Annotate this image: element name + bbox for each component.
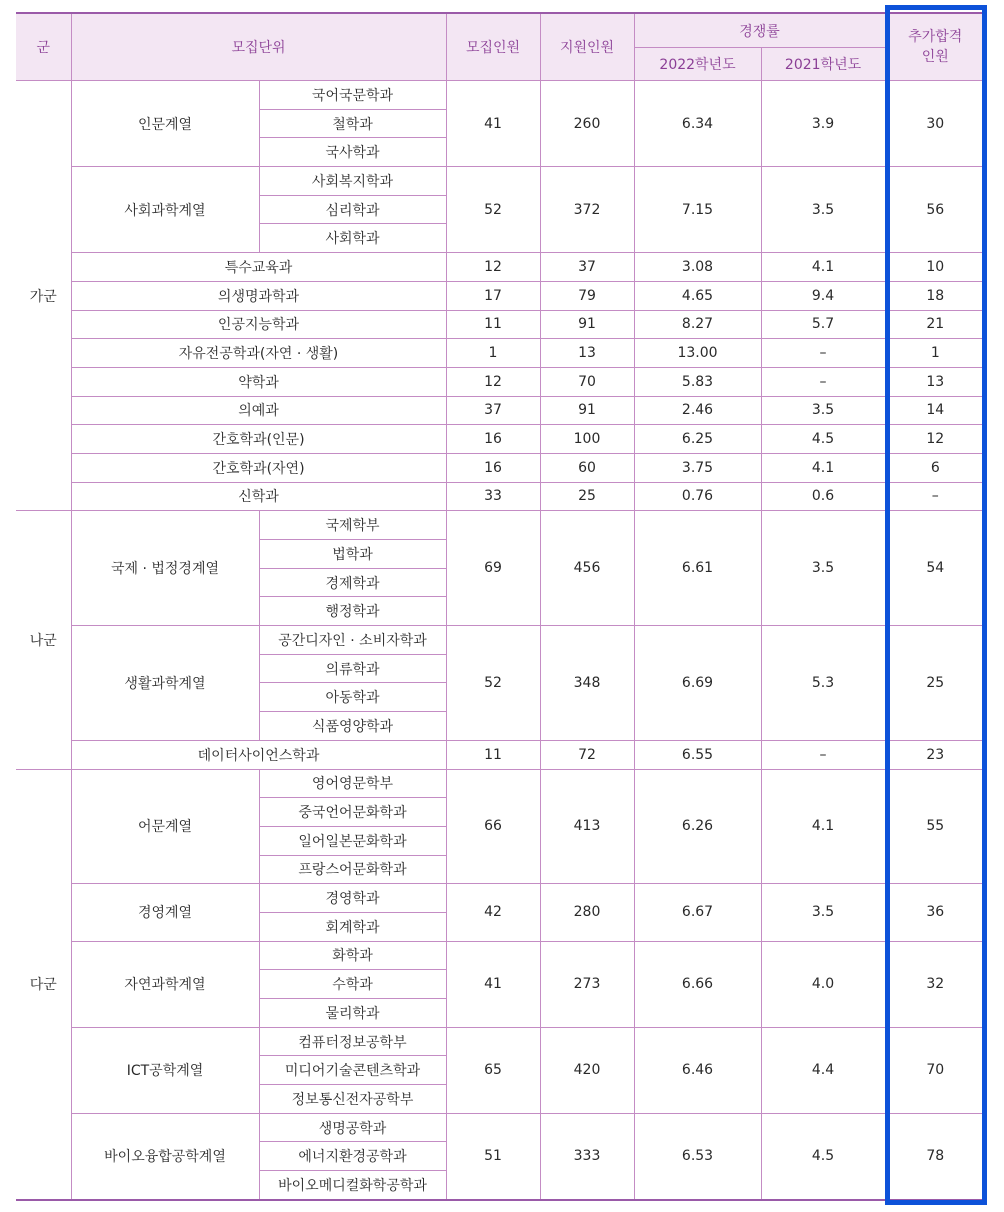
department-name: 사회복지학과: [259, 167, 446, 196]
additional-value: 14: [885, 396, 985, 425]
competition-2021-value: 3.5: [761, 884, 885, 941]
series-name: 인문계열: [71, 81, 259, 167]
header-applicants: 지원인원: [540, 13, 634, 81]
applicants-value: 91: [540, 396, 634, 425]
header-quota: 모집인원: [446, 13, 540, 81]
department-name: 국어국문학과: [259, 81, 446, 110]
department-name: 물리학과: [259, 999, 446, 1028]
quota-value: 1: [446, 339, 540, 368]
additional-value: 18: [885, 281, 985, 310]
table-row: [16, 81, 985, 110]
unit-name: 간호학과(인문): [71, 425, 446, 454]
header-additional: 추가합격 인원: [885, 13, 985, 81]
applicants-value: 260: [540, 81, 634, 167]
competition-2021-value: 4.1: [761, 253, 885, 282]
department-name: 의류학과: [259, 654, 446, 683]
series-name: 국제 · 법정경계열: [71, 511, 259, 626]
applicants-value: 348: [540, 626, 634, 741]
table-row: [16, 1113, 985, 1142]
additional-value: 70: [885, 1027, 985, 1113]
table-row: [16, 884, 985, 913]
additional-value: 54: [885, 511, 985, 626]
table-row: [16, 396, 985, 425]
table-row: [16, 339, 985, 368]
competition-2021-value: 0.6: [761, 482, 885, 511]
header-unit: 모집단위: [71, 13, 446, 81]
applicants-value: 333: [540, 1113, 634, 1200]
unit-name: 자유전공학과(자연 · 생활): [71, 339, 446, 368]
quota-value: 42: [446, 884, 540, 941]
additional-value: 36: [885, 884, 985, 941]
department-name: 법학과: [259, 540, 446, 569]
admission-table: [16, 12, 985, 1201]
quota-value: 12: [446, 367, 540, 396]
additional-value: 23: [885, 740, 985, 769]
competition-2021-value: 4.5: [761, 425, 885, 454]
additional-value: 10: [885, 253, 985, 282]
quota-value: 12: [446, 253, 540, 282]
additional-value: –: [885, 482, 985, 511]
table-row: [16, 425, 985, 454]
table-row: [16, 1027, 985, 1056]
quota-value: 51: [446, 1113, 540, 1200]
competition-2021-value: 5.3: [761, 626, 885, 741]
table-row: [16, 281, 985, 310]
quota-value: 66: [446, 769, 540, 884]
table-row: [16, 769, 985, 798]
unit-name: 약학과: [71, 367, 446, 396]
series-name: 사회과학계열: [71, 167, 259, 253]
additional-value: 56: [885, 167, 985, 253]
department-name: 미디어기술콘텐츠학과: [259, 1056, 446, 1085]
department-name: 중국언어문화학과: [259, 798, 446, 827]
series-name: 어문계열: [71, 769, 259, 884]
competition-2021-value: 3.5: [761, 167, 885, 253]
competition-2022-value: 6.34: [634, 81, 761, 167]
header-group: 군: [16, 13, 71, 81]
department-name: 경영학과: [259, 884, 446, 913]
table-row: [16, 253, 985, 282]
department-name: 생명공학과: [259, 1113, 446, 1142]
table-row: [16, 453, 985, 482]
series-name: ICT공학계열: [71, 1027, 259, 1113]
series-name: 생활과학계열: [71, 626, 259, 741]
competition-2021-value: 4.4: [761, 1027, 885, 1113]
unit-name: 의예과: [71, 396, 446, 425]
competition-2021-value: 4.1: [761, 453, 885, 482]
additional-value: 32: [885, 941, 985, 1027]
applicants-value: 25: [540, 482, 634, 511]
competition-2022-value: 6.61: [634, 511, 761, 626]
quota-value: 52: [446, 167, 540, 253]
competition-2021-value: 3.5: [761, 511, 885, 626]
quota-value: 52: [446, 626, 540, 741]
competition-2022-value: 6.26: [634, 769, 761, 884]
competition-2021-value: –: [761, 367, 885, 396]
applicants-value: 420: [540, 1027, 634, 1113]
unit-name: 간호학과(자연): [71, 453, 446, 482]
additional-value: 13: [885, 367, 985, 396]
quota-value: 16: [446, 453, 540, 482]
competition-2021-value: 4.1: [761, 769, 885, 884]
unit-name: 인공지능학과: [71, 310, 446, 339]
applicants-value: 413: [540, 769, 634, 884]
header-competition: 경쟁률: [634, 13, 885, 48]
table-row: [16, 740, 985, 769]
unit-name: 데이터사이언스학과: [71, 740, 446, 769]
competition-2021-value: –: [761, 740, 885, 769]
competition-2021-value: 3.5: [761, 396, 885, 425]
table-row: [16, 167, 985, 196]
quota-value: 69: [446, 511, 540, 626]
department-name: 컴퓨터정보공학부: [259, 1027, 446, 1056]
series-name: 경영계열: [71, 884, 259, 941]
department-name: 수학과: [259, 970, 446, 999]
applicants-value: 60: [540, 453, 634, 482]
table-row: [16, 310, 985, 339]
quota-value: 33: [446, 482, 540, 511]
additional-value: 6: [885, 453, 985, 482]
competition-2022-value: 6.53: [634, 1113, 761, 1200]
quota-value: 11: [446, 310, 540, 339]
additional-value: 1: [885, 339, 985, 368]
department-name: 사회학과: [259, 224, 446, 253]
applicants-value: 70: [540, 367, 634, 396]
competition-2022-value: 8.27: [634, 310, 761, 339]
unit-name: 의생명과학과: [71, 281, 446, 310]
additional-value: 12: [885, 425, 985, 454]
competition-2022-value: 6.55: [634, 740, 761, 769]
department-name: 일어일본문화학과: [259, 826, 446, 855]
quota-value: 16: [446, 425, 540, 454]
competition-2021-value: 9.4: [761, 281, 885, 310]
competition-2022-value: 6.66: [634, 941, 761, 1027]
applicants-value: 372: [540, 167, 634, 253]
competition-2021-value: 3.9: [761, 81, 885, 167]
competition-2021-value: 4.0: [761, 941, 885, 1027]
table-row: [16, 367, 985, 396]
competition-2022-value: 2.46: [634, 396, 761, 425]
series-name: 자연과학계열: [71, 941, 259, 1027]
applicants-value: 280: [540, 884, 634, 941]
applicants-value: 37: [540, 253, 634, 282]
table-row: [16, 482, 985, 511]
applicants-value: 100: [540, 425, 634, 454]
unit-name: 신학과: [71, 482, 446, 511]
department-name: 국제학부: [259, 511, 446, 540]
quota-value: 11: [446, 740, 540, 769]
department-name: 회계학과: [259, 912, 446, 941]
department-name: 에너지환경공학과: [259, 1142, 446, 1171]
group-label: 가군: [16, 81, 71, 511]
quota-value: 65: [446, 1027, 540, 1113]
additional-value: 78: [885, 1113, 985, 1200]
department-name: 화학과: [259, 941, 446, 970]
additional-value: 30: [885, 81, 985, 167]
department-name: 철학과: [259, 109, 446, 138]
department-name: 바이오메디컬화학공학과: [259, 1171, 446, 1200]
competition-2022-value: 0.76: [634, 482, 761, 511]
applicants-value: 13: [540, 339, 634, 368]
competition-2022-value: 13.00: [634, 339, 761, 368]
applicants-value: 72: [540, 740, 634, 769]
department-name: 국사학과: [259, 138, 446, 167]
table-row: [16, 626, 985, 655]
competition-2021-value: –: [761, 339, 885, 368]
group-label: 다군: [16, 769, 71, 1200]
header-year-2022: 2022학년도: [634, 48, 761, 81]
department-name: 식품영양학과: [259, 712, 446, 741]
quota-value: 37: [446, 396, 540, 425]
department-name: 심리학과: [259, 195, 446, 224]
applicants-value: 91: [540, 310, 634, 339]
unit-name: 특수교육과: [71, 253, 446, 282]
table-row: [16, 941, 985, 970]
competition-2021-value: 5.7: [761, 310, 885, 339]
competition-2022-value: 6.67: [634, 884, 761, 941]
quota-value: 41: [446, 81, 540, 167]
department-name: 경제학과: [259, 568, 446, 597]
department-name: 정보통신전자공학부: [259, 1085, 446, 1114]
applicants-value: 79: [540, 281, 634, 310]
additional-value: 21: [885, 310, 985, 339]
quota-value: 17: [446, 281, 540, 310]
applicants-value: 273: [540, 941, 634, 1027]
series-name: 바이오융합공학계열: [71, 1113, 259, 1200]
additional-value: 55: [885, 769, 985, 884]
department-name: 영어영문학부: [259, 769, 446, 798]
quota-value: 41: [446, 941, 540, 1027]
group-label: 나군: [16, 511, 71, 769]
competition-2022-value: 6.46: [634, 1027, 761, 1113]
competition-2021-value: 4.5: [761, 1113, 885, 1200]
competition-2022-value: 3.08: [634, 253, 761, 282]
competition-2022-value: 6.69: [634, 626, 761, 741]
table-row: [16, 511, 985, 540]
additional-value: 25: [885, 626, 985, 741]
department-name: 프랑스어문화학과: [259, 855, 446, 884]
department-name: 공간디자인 · 소비자학과: [259, 626, 446, 655]
header-year-2021: 2021학년도: [761, 48, 885, 81]
competition-2022-value: 3.75: [634, 453, 761, 482]
department-name: 행정학과: [259, 597, 446, 626]
competition-2022-value: 4.65: [634, 281, 761, 310]
competition-2022-value: 7.15: [634, 167, 761, 253]
department-name: 아동학과: [259, 683, 446, 712]
applicants-value: 456: [540, 511, 634, 626]
competition-2022-value: 6.25: [634, 425, 761, 454]
competition-2022-value: 5.83: [634, 367, 761, 396]
